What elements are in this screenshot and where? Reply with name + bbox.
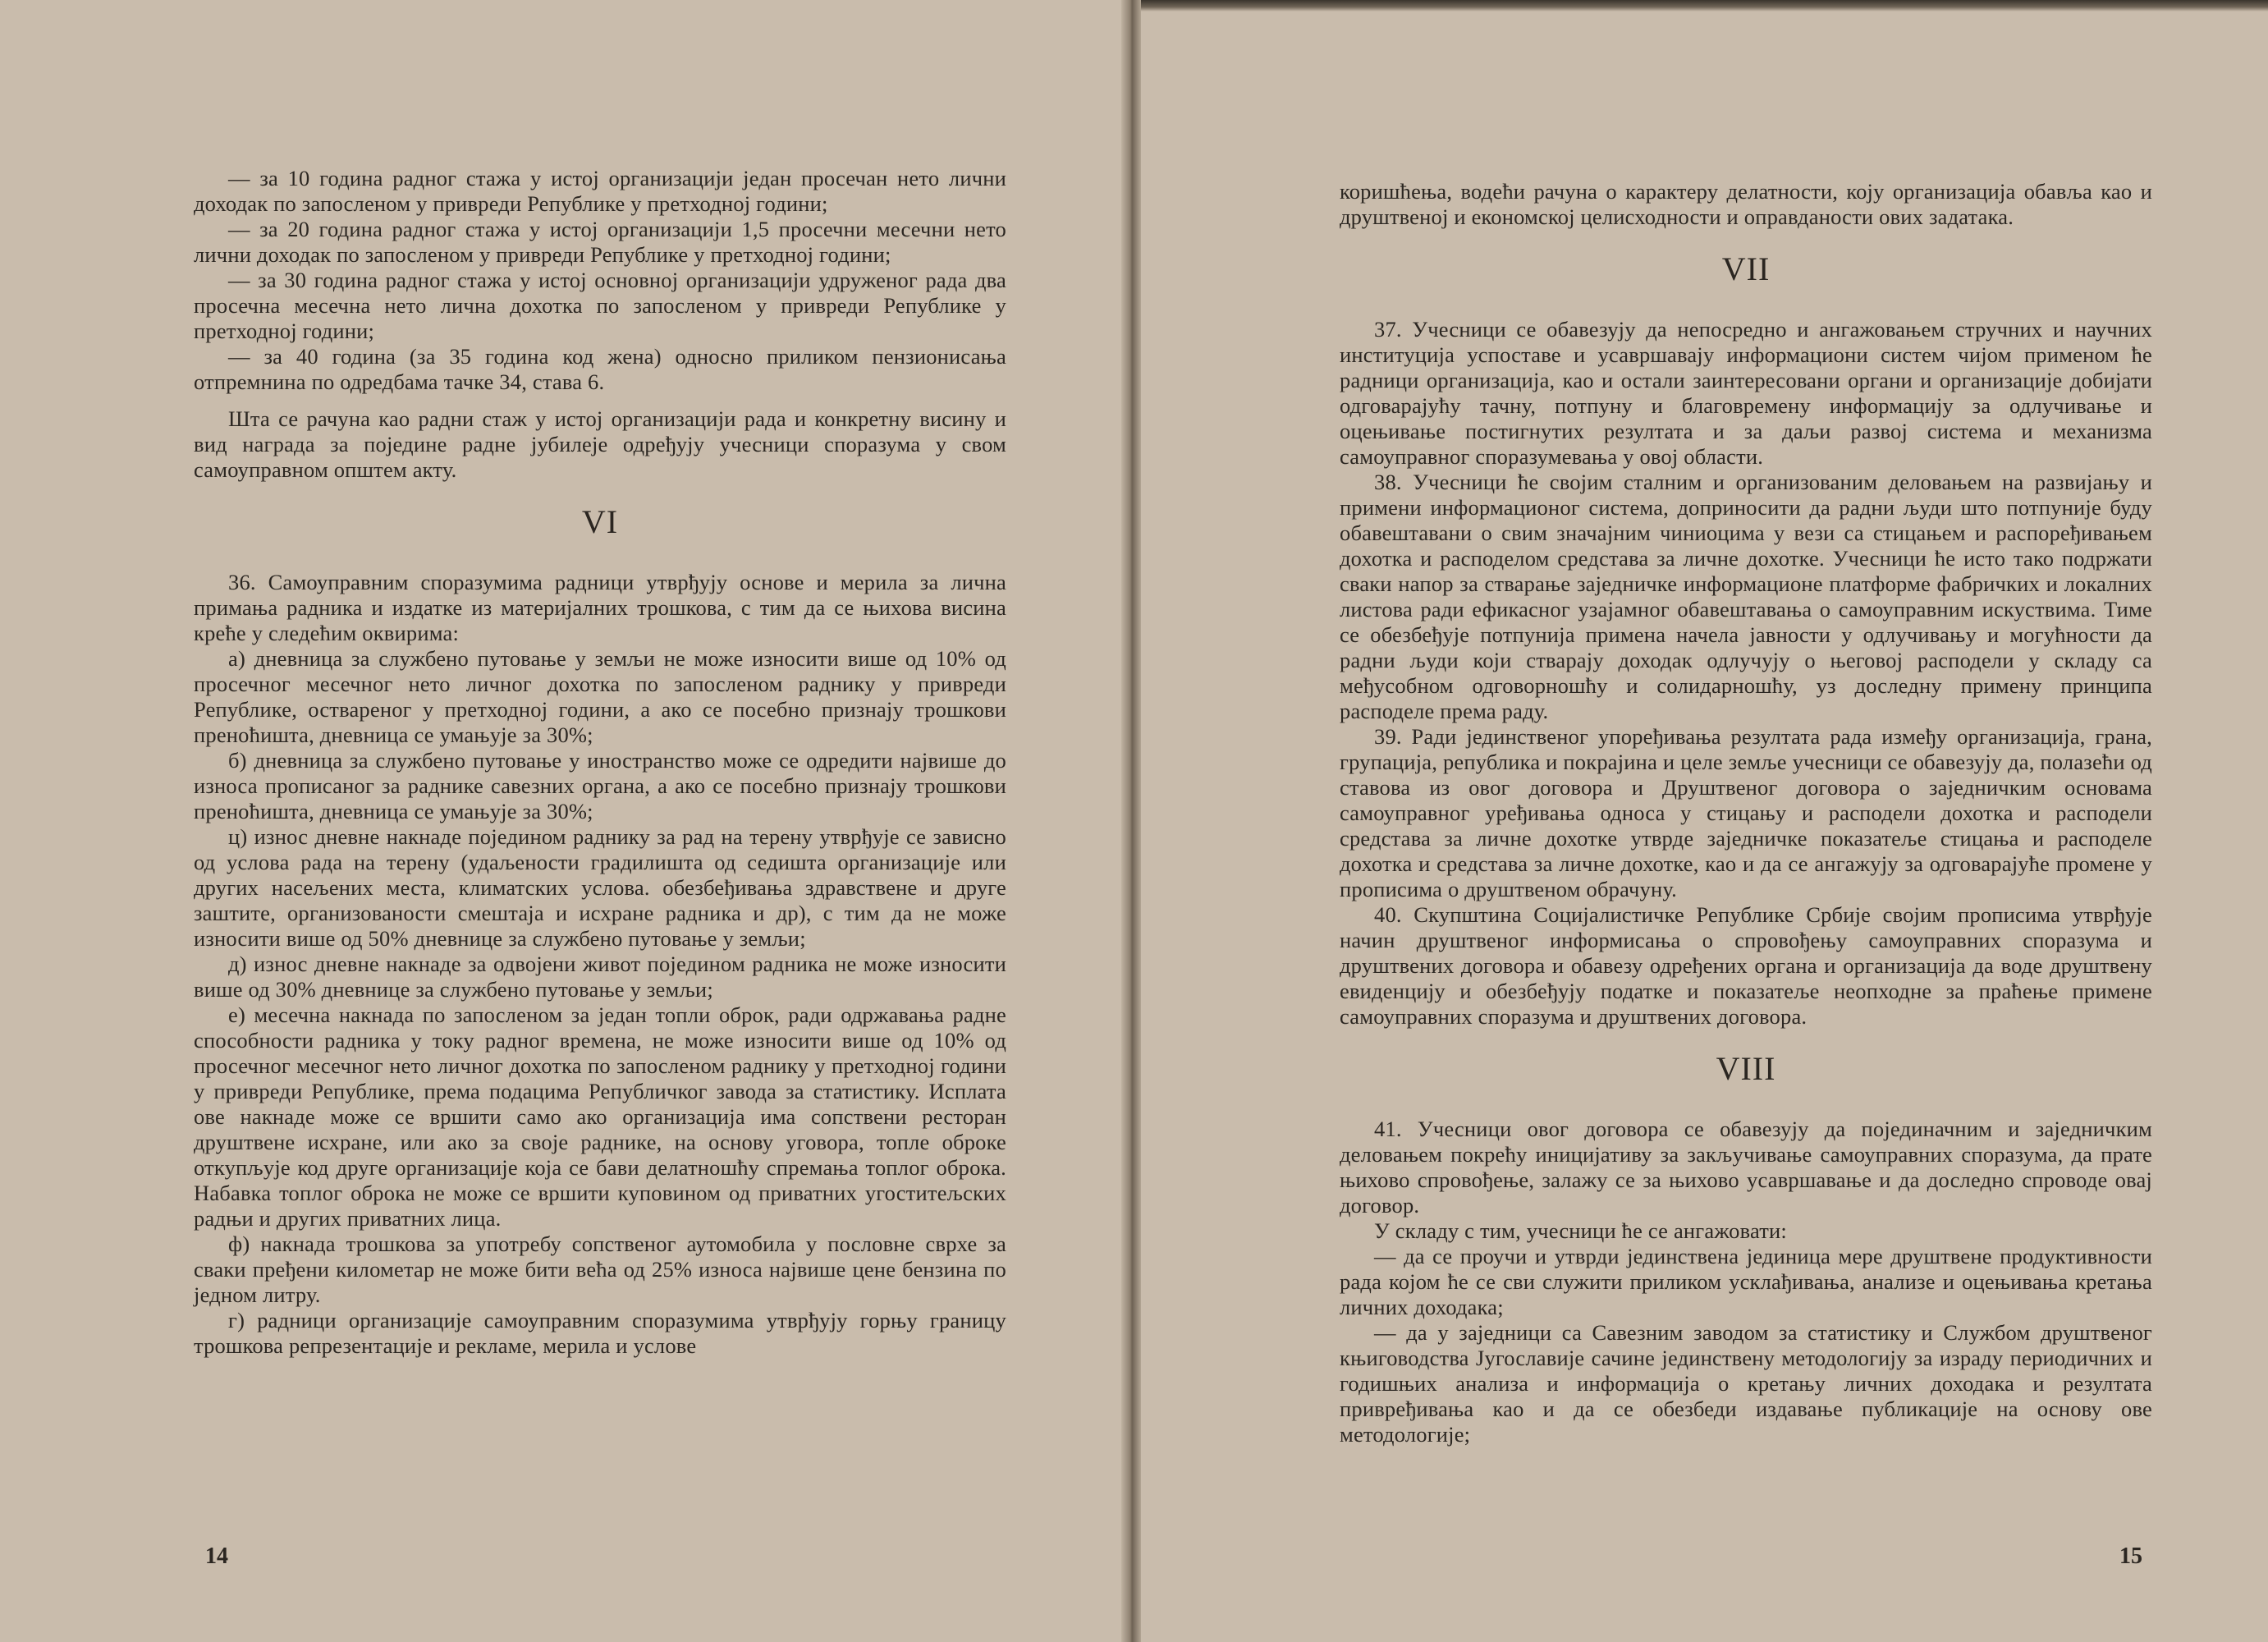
paragraph: ф) накнада трошкова за употребу сопственог аутомобила у пословне сврхе за сваки пређени километар не може бити већа од 25% износа највише цене бензина по једном литру.	[194, 1232, 1006, 1307]
paragraph: 39. Ради јединственог упоређивања резултата рада између организација, грана, групација, република и покрајина и целе земље учесници се обавезују да, полазећи од ставова из овог договора и Друштвеног договора о заједничким основама самоуправног уређивања односа у стицању и расподели дохотка и расподели средстава за личне дохотке утврде заједничке показатеље стицања и расподеле дохотка и средстава за личне дохотке, као и да се ангажују за одговарајуће промене у прописима о друштвеном обрачуну.	[1340, 724, 2152, 901]
page-number: 15	[2119, 1543, 2142, 1569]
paragraph: — да се проучи и утврди јединствена јединица мере друштвене продуктивности рада којом ће се сви служити приликом усклађивања, анализе и оцењивања кретања личних доходака;	[1340, 1244, 2152, 1319]
section-heading-vi: VI	[581, 503, 619, 540]
paragraph: Шта се рачуна као радни стаж у истој организацији рада и конкретну висину и вид награда за поједине радне јубилеје одређују учесници споразума у свом самоуправном општем акту.	[194, 406, 1006, 482]
page-shadow-edge	[1141, 0, 2268, 11]
paragraph: 41. Учесници овог договора се обавезују да појединачним и заједничким деловањем покрећу иницијативу за закључивање самоуправних споразума, да прате њихово спровођење, залажу се за њихово усавршавање и да доследно спроводе овај договор.	[1340, 1117, 2152, 1218]
paragraph: 38. Учесници ће својим сталним и организованим деловањем на развијању и примени информационог система, доприносити да радни људи што потпуније буду обавештавани о свим значајним чиниоцима у вези са стицањем и распоређивањем дохотка и расподелом средстава за личне дохотке. Учесници ће исто тако подржати сваки напор за стварање заједничке информационе платформе фабричких и локалних листова ради ефикасног узајамног обавештавања о самоуправним искуствима. Тиме се обезбеђује потпунија примена начела јавности у одлучивању и могућности да радни људи који стварају доходак одлучују о његовој расподели у складу са међусобном одговорношћу и солидарношћу, уз доследну примену принципа расподеле према раду.	[1340, 470, 2152, 723]
page-number: 14	[205, 1543, 228, 1569]
paragraph: 37. Учесници се обавезују да непосредно и ангажовањем стручних и научних институција успоставе и усавршавају информациони систем чијом применом ће радници организација, као и остали заинтересовани органи и организације добијати одговарајућу тачну, потпуну и благовремену информацију за одлучивање и оцењивање постигнутих резултата и за даљи развој система и механизма самоуправног споразумевања у овој области.	[1340, 317, 2152, 469]
paragraph: — за 20 година радног стажа у истој организацији 1,5 просечни месечни нето лични доходак по запосленом у привреди Републике у претходној години;	[194, 217, 1006, 267]
paragraph: д) износ дневне накнаде за одвојени живот поједином радника не може износити више од 30% дневнице за службено путовање у земљи;	[194, 952, 1006, 1002]
paragraph: г) радници организације самоуправним споразумима утврђују горњу границу трошкова репрезентације и рекламе, мерила и услове	[194, 1308, 1006, 1358]
paragraph: 40. Скупштина Социјалистичке Републике Србије својим прописима утврђује начин друштвеног информисања о спровођењу самоуправних споразума и друштвених договора и обавезу одређених органа и организација да воде друштвену евиденцију и обезбеђују податке и показатеље неопходне за праћење примене самоуправних споразума и друштвених договора.	[1340, 902, 2152, 1029]
section-heading-vii: VII	[1721, 250, 1771, 287]
paragraph: — да у заједници са Савезним заводом за статистику и Службом друштвеног књиговодства Југославије сачине јединствену методологију за израду периодичних и годишњих анализа и информација о кретању личних доходака и резултата привређивања као и да се обезбеди издавање публикације на основу ове методологије;	[1340, 1320, 2152, 1447]
paragraph: — за 10 година радног стажа у истој организацији један просечан нето лични доходак по запосленом у привреди Републике у претходној години;	[194, 166, 1006, 216]
paragraph: е) месечна накнада по запосленом за један топли оброк, ради одржавања радне способности радника у току радног времена, не може износити више од 10% од просечног месечног нето личног дохотка по запосленом раднику у претходној години у привреди Републике, према подацима Републичког завода за статистику. Исплата ове накнаде може се вршити само ако организација има сопствени ресторан друштвене исхране, или ако за своје раднике, на основу уговора, топле оброке откупљује код друге организације која се бави делатношћу спремања топлог оброка. Набавка топлог оброка не може се вршити куповином од приватних угоститељских радњи и других приватних лица.	[194, 1002, 1006, 1231]
paragraph: а) дневница за службено путовање у земљи не може износити више од 10% од просечног месечног нето личног дохотка по запосленом раднику у привреди Републике, оствареног у претходној години, а ако се посебно признају трошкови преноћишта, дневница се умањује за 30%;	[194, 646, 1006, 747]
paragraph: б) дневница за службено путовање у иностранство може се одредити највише до износа прописаног за раднике савезних органа, а ако се посебно признају трошкови преноћишта, дневница се умањује за 30%;	[194, 748, 1006, 823]
left-page-text	[194, 166, 1006, 1359]
paragraph: — за 30 година радног стажа у истој основној организацији удруженог рада два просечна месечна нето лична дохотка по запосленом у привреди Републике у претходној години;	[194, 268, 1006, 343]
paragraph: ц) износ дневне накнаде поједином раднику за рад на терену утврђује се зависно од услова рада на терену (удаљености градилишта од седишта организације или других насељених места, климатских услова. обезбеђивања здравствене и друге заштите, организованости смештаја и исхране радника и др), с тим да не може износити више од 50% дневнице за службено путовање у земљи;	[194, 824, 1006, 951]
paragraph: — за 40 година (за 35 година код жена) односно приликом пензионисања отпремнина по одредбама тачке 34, става 6.	[194, 344, 1006, 394]
right-page-text	[1340, 179, 2152, 1447]
book-spine	[1121, 0, 1141, 1642]
paragraph: У складу с тим, учесници ће се ангажовати:	[1374, 1218, 1787, 1243]
paragraph: коришћења, водећи рачуна о карактеру делатности, коју организација обавља као и друштвеној и економској целисходности и оправданости ових задатака.	[1340, 179, 2152, 229]
paragraph: 36. Самоуправним споразумима радници утврђују основе и мерила за лична примања радника и издатке из материјалних трошкова, с тим да се њихова висина креће у следећим оквирима:	[194, 570, 1006, 645]
section-heading-viii: VIII	[1716, 1050, 1776, 1087]
